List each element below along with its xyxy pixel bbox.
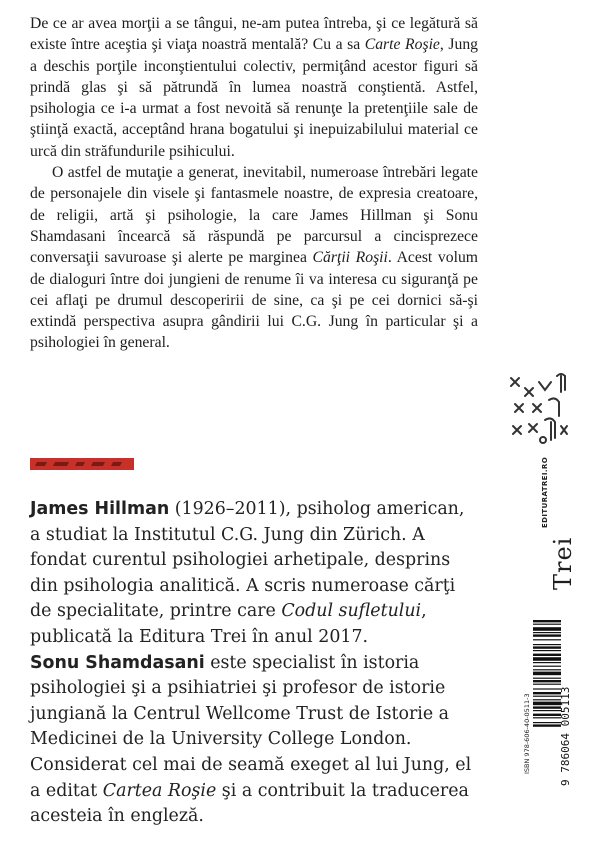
barcode-icon bbox=[533, 620, 561, 780]
blurb-text: O astfel de mutaţie a generat, inevitabil, numeroase întrebări legate de personajele din visele şi fantasmele noastre, de expresia creatoare, de religii, artă şi psihologie, la care James Hillman şi Sonu Shamdasani încearcă să răspundă pe parcursul a cincisprezece conversaţii savuroase şi alerte pe marginea bbox=[30, 164, 478, 267]
red-divider-bar bbox=[30, 458, 134, 470]
book-title-italic: Codul sufletului bbox=[281, 601, 422, 622]
bio-hillman bbox=[30, 497, 474, 651]
back-cover-blurb bbox=[30, 13, 478, 354]
author-name: Sonu Shamdasani bbox=[30, 652, 205, 673]
blurb-text: , Jung a deschis porţile inconştientului colectiv, permiţând acestor figuri să prindă glas şi să pătrundă în lumea noastră conştientă. Astfel, psihologia ce i-a urmat a fost nevoită să renunţe la pretenţiile sale de ştiinţă exactă, acceptând hrana bogatului şi inepuizabilului material ce urcă din străfundurile psihicului. bbox=[30, 36, 479, 160]
bio-text: şi a contribuit la traducerea acesteia în engleză. bbox=[30, 780, 469, 827]
bio-text: (1926–2011), psiholog american, a studiat la Institutul C.G. Jung din Zürich. A fondat curentul psihologiei arhetipale, desprins din psihologia analitică. A scris numeroase cărţi de specialitate, printre care bbox=[30, 499, 465, 622]
bio-shamdasani bbox=[30, 651, 474, 830]
isbn-label: ISBN 978-606-40-0511-3 bbox=[523, 693, 531, 774]
blurb-paragraph-2 bbox=[30, 162, 478, 354]
bio-text: este specialist în istoria psihologiei şi a psihiatriei şi profesor de istorie jungiană la Centrul Wellcome Trust de Istorie a Medicinei de la University College London. Considerat cel mai de seamă exeget al lui Jung, el a editat bbox=[30, 652, 472, 801]
book-title-italic: Cartea Roşie bbox=[102, 780, 217, 801]
author-name: James Hillman bbox=[30, 499, 170, 519]
blurb-text: De ce ar avea morţii a se tângui, ne-am putea întreba, şi ce legătură să existe între aceştia şi viaţa noastră mentală? Cu a sa bbox=[30, 15, 478, 54]
bio-text: , publicată la Editura Trei în anul 2017. bbox=[30, 601, 427, 647]
blurb-paragraph-1 bbox=[30, 13, 478, 162]
book-title-italic: Carte Roşie bbox=[364, 36, 440, 54]
publisher-logo-icon bbox=[505, 368, 575, 452]
publisher-sidebar bbox=[505, 368, 575, 848]
blurb-text: . Acest volum de dialoguri între doi jungieni de renume îi va interesa cu siguranţă pe cei aflaţi pe drumul descoperirii de sine, ca şi pe cei dornici să-şi extindă perspectiva asupra gândirii lui C.G. Jung în particular şi a psihologiei în general. bbox=[30, 249, 478, 352]
author-bios bbox=[30, 497, 474, 830]
publisher-website: EDITURATREI.RO bbox=[541, 456, 549, 528]
publisher-name: Trei bbox=[549, 536, 577, 590]
barcode-number: 9 786064 005113 bbox=[559, 686, 572, 786]
book-title-italic: Cărţii Roşii bbox=[312, 249, 388, 267]
